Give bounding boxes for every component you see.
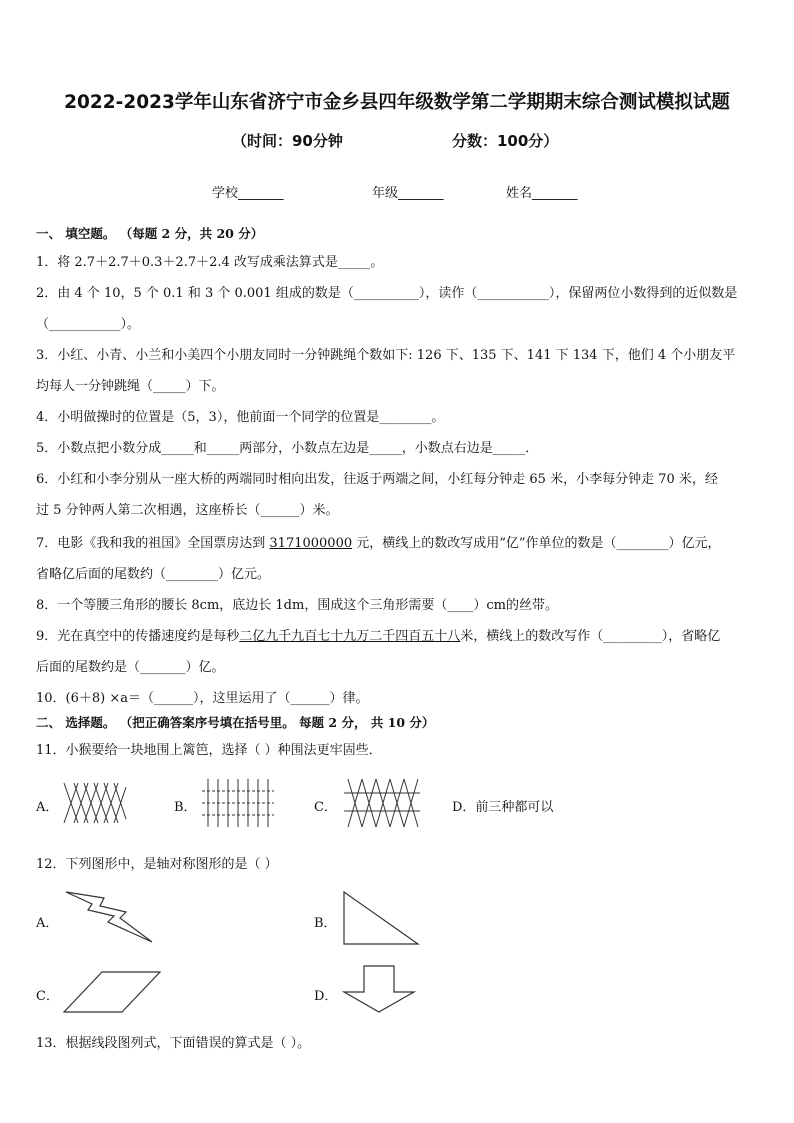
- question-9-line-1: [36, 625, 720, 644]
- school-field: 学校_______: [212, 186, 284, 201]
- question-10: 10．(6＋8) ×a＝（______），这里运用了（______）律。: [36, 691, 369, 706]
- question-1: 1．将 2.7＋2.7＋0.3＋2.7＋2.4 改写成乘法算式是_____。: [36, 255, 384, 270]
- section-2-heading: 二、 选择题。 （把正确答案序号填在括号里。 每题 2 分， 共 10 分）: [36, 715, 435, 730]
- question-7-post: 元，横线上的数改写成用“亿”作单位的数是（________）亿元，: [352, 536, 721, 551]
- fence-triangle-icon: [344, 779, 420, 827]
- question-11-stem: 11．小猴要给一块地围上篱笆，选择（ ）种围法更牢固些．: [36, 743, 382, 758]
- grade-field: 年级_______: [372, 186, 444, 201]
- lightning-shape-icon: [64, 888, 156, 944]
- right-triangle-shape-icon: [340, 888, 422, 948]
- q11-option-c-label: C．: [314, 800, 337, 815]
- question-13: 13．根据线段图列式，下面错误的算式是（ ）。: [36, 1036, 311, 1051]
- question-12-stem: 12．下列图形中，是轴对称图形的是（ ）: [36, 857, 278, 872]
- q11-option-a-label: A．: [36, 800, 59, 815]
- parallelogram-shape-icon: [60, 968, 164, 1016]
- q11-option-d: D．前三种都可以: [452, 800, 554, 815]
- question-6-line-1: 6．小红和小李分别从一座大桥的两端同时相向出发，往返于两端之间，小红每分钟走 65 米，小李每分钟走 70 米，经: [36, 472, 718, 487]
- question-7-number: 3171000000: [269, 536, 353, 551]
- down-arrow-shape-icon: [338, 964, 420, 1014]
- question-2-line-2: （___________）。: [36, 317, 141, 332]
- question-7-line-1: [36, 532, 721, 551]
- q12-option-c-label: C．: [36, 989, 59, 1004]
- fence-grid-icon: [202, 779, 274, 827]
- question-9-line-2: 后面的尾数约是（_______）亿。: [36, 660, 225, 675]
- q11-option-b-label: B．: [174, 800, 197, 815]
- exam-title: 2022-2023学年山东省济宁市金乡县四年级数学第二学期期末综合测试模拟试题: [64, 92, 730, 113]
- question-4: 4．小明做操时的位置是（5，3），他前面一个同学的位置是________。: [36, 410, 445, 425]
- question-9-pre: 9．光在真空中的传播速度约是每秒: [36, 629, 240, 644]
- question-6-line-2: 过 5 分钟两人第二次相遇，这座桥长（______）米。: [36, 503, 339, 518]
- question-8: 8．一个等腰三角形的腰长 8cm，底边长 1dm，围成这个三角形需要（____）cm的丝带。: [36, 598, 558, 613]
- question-2-line-1: 2．由 4 个 10，5 个 0.1 和 3 个 0.001 组成的数是（__________），读作（___________），保留两位小数得到的近似数是: [36, 286, 738, 301]
- question-3-line-2: 均每人一分钟跳绳（_____）下。: [36, 379, 225, 394]
- q12-option-a-label: A．: [36, 916, 59, 931]
- exam-score: 分数：100分）: [452, 132, 559, 150]
- question-3-line-1: 3．小红、小青、小兰和小美四个小朋友同时一分钟跳绳个数如下: 126 下、135 下、141 下 134 下，他们 4 个小朋友平: [36, 348, 736, 363]
- section-1-heading: 一、 填空题。 （每题 2 分，共 20 分）: [36, 226, 264, 241]
- question-7-pre: 7．电影《我和我的祖国》全国票房达到: [36, 536, 270, 551]
- name-field: 姓名_______: [506, 186, 578, 201]
- q12-option-b-label: B．: [314, 916, 337, 931]
- fence-diamond-icon: [64, 781, 126, 825]
- q12-option-d-label: D．: [314, 989, 338, 1004]
- question-7-line-2: 省略亿后面的尾数约（________）亿元。: [36, 567, 271, 582]
- exam-time: （时间：90分钟: [232, 132, 343, 150]
- question-5: 5．小数点把小数分成_____和_____两部分，小数点左边是_____，小数点右边是_____．: [36, 441, 539, 456]
- question-9-number: 二亿九千九百七十九万二千四百五十八: [239, 629, 461, 644]
- question-9-post: 米，横线上的数改写作（_________），省略亿: [460, 629, 721, 644]
